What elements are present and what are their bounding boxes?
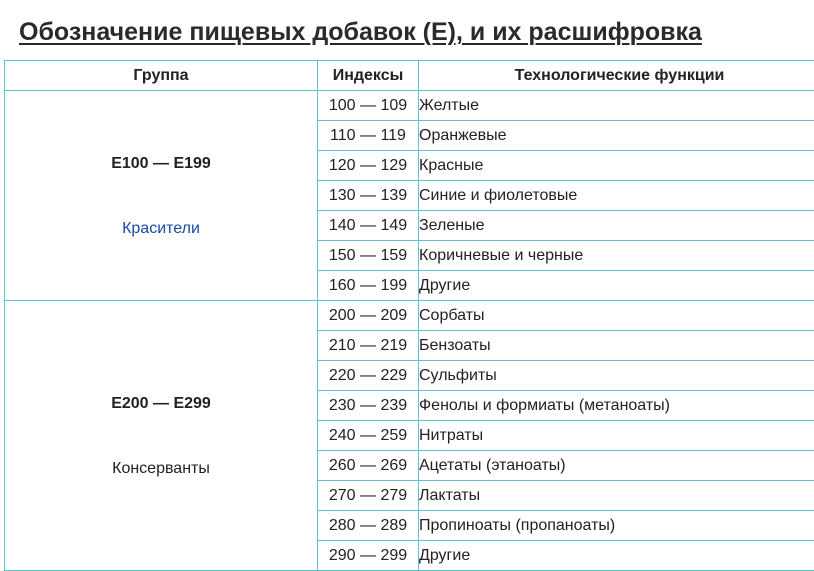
index-cell: 280 — 289 xyxy=(318,511,419,541)
index-cell: 230 — 239 xyxy=(318,391,419,421)
index-cell: 130 — 139 xyxy=(318,181,419,211)
index-cell: 110 — 119 xyxy=(318,121,419,151)
function-cell: Ацетаты (этаноаты) xyxy=(419,451,814,481)
table-header-row xyxy=(5,61,814,91)
group-cell-dyes xyxy=(5,91,318,301)
table-row xyxy=(5,91,814,121)
index-cell: 290 — 299 xyxy=(318,541,419,571)
index-cell: 210 — 219 xyxy=(318,331,419,361)
index-cell: 220 — 229 xyxy=(318,361,419,391)
function-cell: Другие xyxy=(419,541,814,571)
index-cell: 240 — 259 xyxy=(318,421,419,451)
index-cell: 150 — 159 xyxy=(318,241,419,271)
column-header-indexes: Индексы xyxy=(318,61,419,91)
function-cell: Зеленые xyxy=(419,211,814,241)
column-header-functions: Технологические функции xyxy=(419,61,814,91)
group-cell-preservatives xyxy=(5,301,318,571)
function-cell: Оранжевые xyxy=(419,121,814,151)
index-cell: 270 — 279 xyxy=(318,481,419,511)
group-range: Е200 — Е299 xyxy=(5,389,317,418)
index-cell: 160 — 199 xyxy=(318,271,419,301)
group-name-link[interactable]: Красители xyxy=(5,214,317,243)
index-cell: 100 — 109 xyxy=(318,91,419,121)
group-range: Е100 — Е199 xyxy=(5,149,317,178)
function-cell: Желтые xyxy=(419,91,814,121)
function-cell: Лактаты xyxy=(419,481,814,511)
function-cell: Коричневые и черные xyxy=(419,241,814,271)
function-cell: Фенолы и формиаты (метаноаты) xyxy=(419,391,814,421)
index-cell: 140 — 149 xyxy=(318,211,419,241)
group-name: Консерванты xyxy=(5,454,317,483)
function-cell: Пропиноаты (пропаноаты) xyxy=(419,511,814,541)
function-cell: Сорбаты xyxy=(419,301,814,331)
function-cell: Другие xyxy=(419,271,814,301)
index-cell: 200 — 209 xyxy=(318,301,419,331)
index-cell: 260 — 269 xyxy=(318,451,419,481)
function-cell: Красные xyxy=(419,151,814,181)
page-title: Обозначение пищевых добавок (Е), и их расшифровка xyxy=(19,18,702,47)
column-header-group: Группа xyxy=(5,61,318,91)
function-cell: Синие и фиолетовые xyxy=(419,181,814,211)
table-row xyxy=(5,301,814,331)
additives-table xyxy=(4,60,814,571)
function-cell: Нитраты xyxy=(419,421,814,451)
function-cell: Бензоаты xyxy=(419,331,814,361)
index-cell: 120 — 129 xyxy=(318,151,419,181)
function-cell: Сульфиты xyxy=(419,361,814,391)
